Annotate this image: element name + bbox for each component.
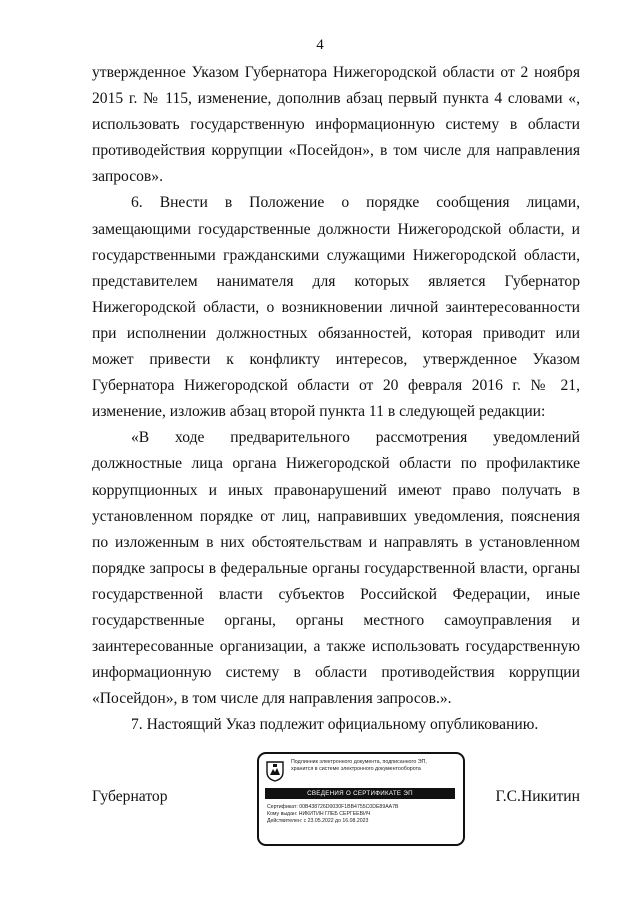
stamp-header-line: Подлинник электронного документа, подписанного ЭП, xyxy=(291,759,427,765)
paragraph-quoted-amendment: «В ходе предварительного рассмотрения уведомлений должностные лица органа Нижегородской области по профилактике коррупционных и иных правонарушений имеют право получать в установленном порядке от лиц, направивших уведомления, пояснения по изложенным в них обстоятельствам и направлять в установленном порядке запросы в федеральные органы государственной власти, органы государственной власти субъектов Российской Федерации, иные государственные органы, органы местного самоуправления и заинтересованные организации, а также использовать государственную информационную систему в области противодействия коррупции «Посейдон», в том числе для направления запросов.». xyxy=(92,429,580,708)
signatory-name: Г.С.Никитин xyxy=(495,788,580,805)
document-body xyxy=(92,60,580,738)
electronic-signature-stamp xyxy=(257,752,465,846)
certificate-owner: Кому выдан: НИКИТИН ГЛЕБ СЕРГЕЕВИЧ xyxy=(267,811,371,817)
stamp-header xyxy=(291,759,457,773)
paragraph-continuation: утвержденное Указом Губернатора Нижегородской области от 2 ноября 2015 г. № 115, изменение, дополнив абзац первый пункта 4 словами «, использовать государственную информационную систему в области противодействия коррупции «Посейдон», в том числе для направления запросов». xyxy=(92,64,580,186)
stamp-header-line: хранится в системе электронного документооборота xyxy=(291,766,421,772)
paragraph-item-7: 7. Настоящий Указ подлежит официальному опубликованию. xyxy=(131,716,539,734)
stamp-details xyxy=(267,804,457,825)
page-number: 4 xyxy=(316,37,324,53)
certificate-number: Сертификат: 00B438726D0030F1BB4755C0DE89AA7B xyxy=(267,804,399,810)
coat-of-arms-icon xyxy=(265,760,285,782)
stamp-title: СВЕДЕНИЯ О СЕРТИФИКАТЕ ЭП xyxy=(265,788,455,799)
paragraph-item-6: 6. Внести в Положение о порядке сообщения лицами, замещающими государственные должности Нижегородской области, и государственными гражданскими служащими Нижегородской области, представителем нанимателя для которых является Губернатор Нижегородской области, о возникновении личной заинтересованности при исполнении должностных обязанностей, которая приводит или может привести к конфликту интересов, утвержденное Указом Губернатора Нижегородской области от 20 февраля 2016 г. № 21, изменение, изложив абзац второй пункта 11 в следующей редакции: xyxy=(92,194,580,421)
certificate-validity: Действителен: с 23.05.2022 до 16.08.2023 xyxy=(267,818,369,824)
signatory-position: Губернатор xyxy=(92,788,168,805)
